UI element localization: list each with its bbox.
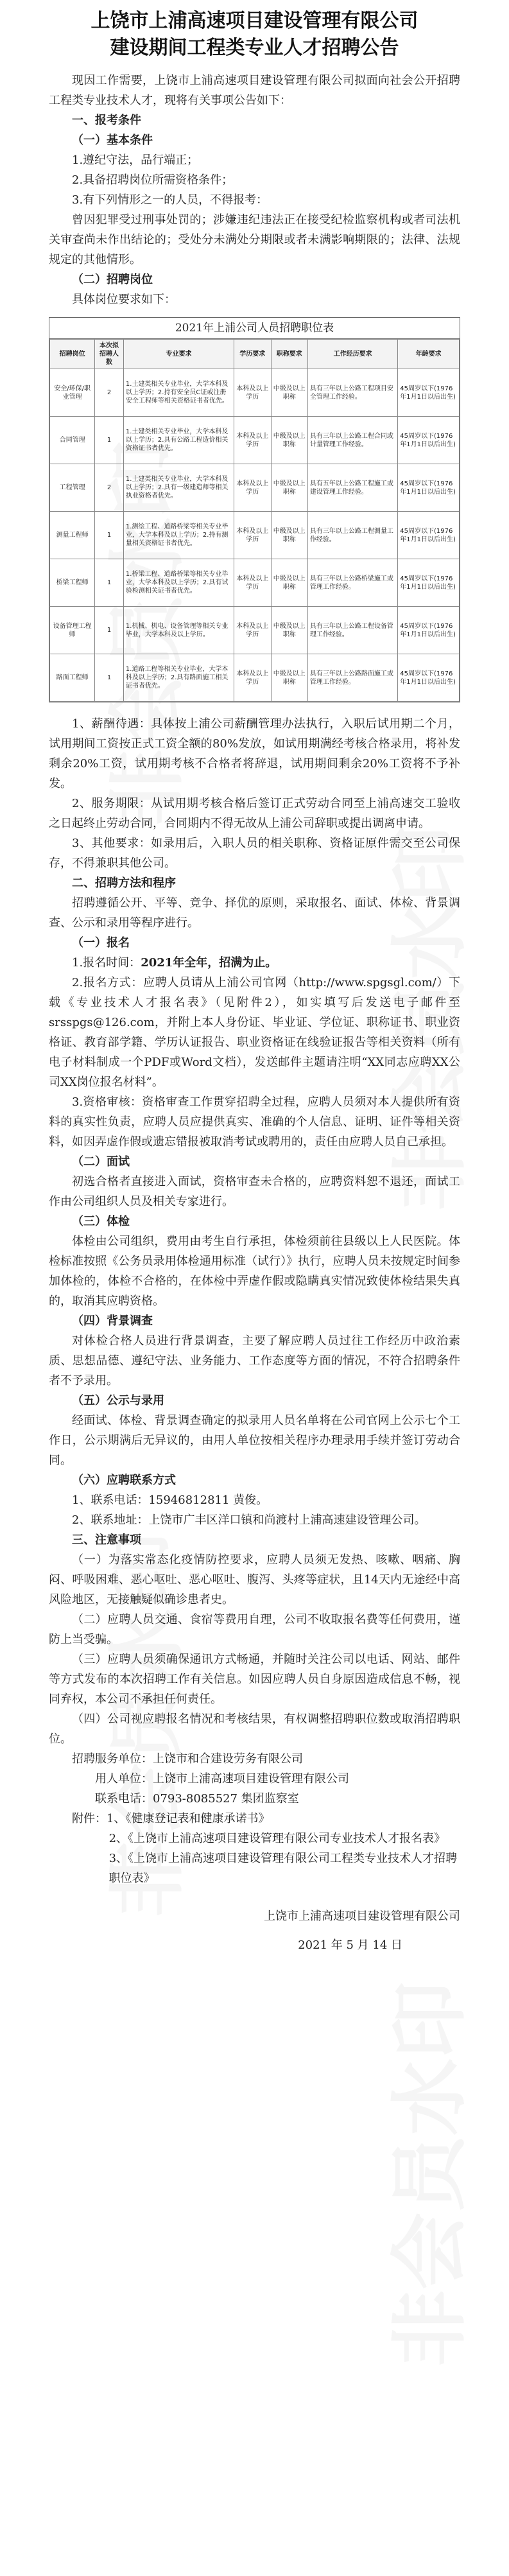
table-row (50, 607, 460, 654)
table-header-row (50, 340, 460, 369)
table-cell: 中级及以上职称 (271, 369, 307, 417)
table-cell: 本科及以上学历 (234, 512, 271, 559)
table-cell: 2 (95, 464, 124, 512)
table-cell: 1.机械、机电、设备管理等相关专业毕业，大学本科及以上学历。 (123, 607, 234, 654)
signature-company: 上饶市上浦高速项目建设管理有限公司 (264, 1910, 460, 1923)
table-cell: 具有三年以上公路工程项目安全管理工作经验。 (307, 369, 397, 417)
table-cell: 1 (95, 559, 124, 607)
table-cell: 工程管理 (50, 464, 95, 512)
table-cell: 测量工程师 (50, 512, 95, 559)
exclusion-paragraph: 曾因犯罪受过刑事处罚的；涉嫌违纪违法正在接受纪检监察机构或者司法机关审查尚未作出结论的；受处分未满处分期限或者未满影响期限的；法律、法规规定的其他情形。 (49, 213, 460, 266)
section-1-heading: 一、报考条件 (72, 114, 141, 127)
table-cell: 1.土建类相关专业毕业，大学本科及以上学历；2.持有安全员C证或注册安全工程师等相关资格证书者优先。 (123, 369, 234, 417)
title-line-2: 建设期间工程类专业人才招聘公告 (110, 37, 399, 59)
service-period-paragraph: 2、服务期限：从试用期考核合格后签订正式劳动合同至上浦高速交工验收之日起终止劳动合同，合同期内不得无故从上浦公司辞职或提出调离申请。 (49, 797, 460, 830)
table-cell: 2 (95, 369, 124, 417)
document-title (0, 8, 509, 62)
header-cell: 年龄要求 (398, 340, 460, 369)
notice-item: （二）应聘人员交通、食宿等费用自理，公司不收取报名费等任何费用，谨防上当受骗。 (49, 1613, 460, 1646)
table-cell: 具有三年以上公路工程合同或计量管理工作经验。 (307, 417, 397, 464)
positions-intro: 具体岗位要求如下： (72, 293, 176, 306)
table-cell: 本科及以上学历 (234, 559, 271, 607)
table-cell: 45周岁以下(1976年1月1日以后出生) (398, 559, 460, 607)
table-cell: 45周岁以下(1976年1月1日以后出生) (398, 369, 460, 417)
section-2f-heading: （六）应聘联系方式 (72, 1474, 176, 1487)
condition-item: 1.遵纪守法，品行端正； (72, 153, 199, 167)
notice-item: （四）公司视应聘报名情况和考核结果，有权调整招聘职位数或取消招聘职位。 (49, 1712, 460, 1746)
table-cell: 45周岁以下(1976年1月1日以后出生) (398, 464, 460, 512)
header-cell: 专业要求 (123, 340, 234, 369)
table-cell: 中级及以上职称 (271, 512, 307, 559)
table-cell: 本科及以上学历 (234, 607, 271, 654)
table-cell: 45周岁以下(1976年1月1日以后出生) (398, 654, 460, 702)
table-cell: 具有五年以上公路工程施工或建设管理工作经验。 (307, 464, 397, 512)
table-cell: 1 (95, 654, 124, 702)
table-cell: 1.道路工程等相关专业毕业，大学本科及以上学历；2.具有路面施工相关证书者优先。 (123, 654, 234, 702)
document-body (49, 71, 460, 1955)
table-cell: 1 (95, 417, 124, 464)
contact-line: 联系电话：0793-8085527 集团监察室 (95, 1792, 299, 1806)
positions-table-container (49, 317, 460, 702)
table-cell: 本科及以上学历 (234, 369, 271, 417)
table-row (50, 417, 460, 464)
table-cell: 合同管理 (50, 417, 95, 464)
intro-paragraph: 现因工作需要，上饶市上浦高速项目建设管理有限公司拟面向社会公开招聘工程类专业技术人才，现将有关事项公告如下： (49, 74, 460, 107)
section-1b-heading: （二）招聘岗位 (72, 273, 153, 286)
attachment-item: 2、《上饶市上浦高速项目建设管理有限公司专业技术人才报名表》 (108, 1832, 446, 1845)
other-requirements-paragraph: 3、其他要求：如录用后，入职人员的相关职称、资格证原件需交至公司保存，不得兼职其他公司。 (49, 837, 460, 870)
agency-line: 招聘服务单位：上饶市和合建设劳务有限公司 (72, 1752, 303, 1766)
section-2e-heading: （五）公示与录用 (72, 1394, 164, 1407)
table-cell: 设备管理工程师 (50, 607, 95, 654)
qualification-review: 3.资格审核：资格审查工作贯穿招聘全过程，应聘人员须对本人提供所有资料的真实性负责，应聘人员应提供真实、准确的个人信息、证明、证件等相关资料，如因弄虚作假或遗忘错报被取消考试或聘用的，责任由应聘人员自己承担。 (49, 1095, 460, 1149)
publicity-paragraph: 经面试、体检、背景调查确定的拟录用人员名单将在公司官网上公示七个工作日，公示期满后无异议的，由用人单位按相关程序办理录用手续并签订劳动合同。 (49, 1414, 460, 1467)
table-cell: 中级及以上职称 (271, 464, 307, 512)
table-cell: 45周岁以下(1976年1月1日以后出生) (398, 512, 460, 559)
table-cell: 安全/环保/职业管理 (50, 369, 95, 417)
employer-line: 用人单位：上饶市上浦高速项目建设管理有限公司 (95, 1772, 349, 1786)
section-2b-heading: （二）面试 (72, 1155, 130, 1169)
table-row (50, 512, 460, 559)
section-1a-heading: （一）基本条件 (72, 134, 153, 147)
header-cell: 学历要求 (234, 340, 271, 369)
table-cell: 45周岁以下(1976年1月1日以后出生) (398, 607, 460, 654)
table-cell: 1.测绘工程、道路桥梁等相关专业毕业，大学本科及以上学历；2.持有测量相关资格证书者优先。 (123, 512, 234, 559)
table-cell: 中级及以上职称 (271, 559, 307, 607)
table-cell: 中级及以上职称 (271, 654, 307, 702)
attachment-item (72, 1809, 460, 1829)
attachments (49, 1809, 460, 1888)
table-cell: 1.桥梁工程、道路桥梁等相关专业毕业，大学本科及以上学历；2.具有试验检测相关证书者优先。 (123, 559, 234, 607)
table-cell: 路面工程师 (50, 654, 95, 702)
condition-item: 2.具备招聘岗位所需资格条件； (72, 173, 234, 187)
table-cell: 本科及以上学历 (234, 654, 271, 702)
attachment-item: 3、《上饶市上浦高速项目建设管理有限公司工程类专业技术人才招聘职位表》 (108, 1852, 458, 1885)
watermark (368, 1981, 479, 2367)
attachment-text: 1、《健康登记表和健康承诺书》 (107, 1812, 270, 1825)
table-cell: 1.土建类相关专业毕业，大学本科及以上学历；2.具有公路工程造价相关资格证书者优先。 (123, 417, 234, 464)
interview-paragraph: 初选合格者直接进入面试，资格审查未合格的，应聘资料恕不退还，面试工作由公司组织人员及相关专家进行。 (49, 1175, 460, 1208)
table-row (50, 464, 460, 512)
section-2-heading: 二、招聘方法和程序 (72, 876, 176, 890)
table-row (50, 369, 460, 417)
table-cell: 1.土建类相关专业毕业，大学本科及以上学历；2.具有一级建造师等相关执业资格者优先。 (123, 464, 234, 512)
table-cell: 本科及以上学历 (234, 417, 271, 464)
contact-phone: 1、联系电话：15946812811 黄俊。 (72, 1493, 268, 1507)
table-cell: 桥梁工程师 (50, 559, 95, 607)
section-2c-heading: （三）体检 (72, 1215, 130, 1228)
header-cell: 本次拟招聘人数 (95, 340, 124, 369)
table-cell: 具有三年以上公路桥梁施工或管理工作经验。 (307, 559, 397, 607)
table-cell: 中级及以上职称 (271, 417, 307, 464)
table-cell: 1 (95, 512, 124, 559)
condition-item: 3.有下列情形之一的人员，不得报考： (72, 193, 268, 207)
table-cell: 1 (95, 607, 124, 654)
section-2d-heading: （四）背景调查 (72, 1314, 153, 1328)
table-row (50, 559, 460, 607)
signature-date: 2021 年 5 月 14 日 (298, 1938, 402, 1952)
registration-time-value: 2021年全年，招满为止。 (141, 956, 277, 970)
positions-table (49, 339, 460, 702)
table-cell: 本科及以上学历 (234, 464, 271, 512)
registration-time-label: 1.报名时间： (72, 956, 141, 970)
notice-item: （一）为落实常态化疫情防控要求，应聘人员须无发热、咳嗽、咽痛、胸闷、呼吸困难、恶心呕吐、恶心呕吐、腹泻、头疼等症状，且14天内无途经中高风险地区，无接触疑似确诊患者史。 (49, 1553, 460, 1606)
header-cell: 招聘岗位 (50, 340, 95, 369)
table-cell: 中级及以上职称 (271, 607, 307, 654)
contact-address: 2、联系地址：上饶市广丰区洋口镇和尚渡村上浦高速建设管理公司。 (72, 1513, 426, 1527)
title-line-1: 上饶市上浦高速项目建设管理有限公司 (91, 10, 418, 32)
header-cell: 职称要求 (271, 340, 307, 369)
table-title: 2021年上浦公司人员招聘职位表 (49, 318, 460, 339)
table-cell: 具有三年以上公路工程设备管理工作经验。 (307, 607, 397, 654)
salary-paragraph: 1、薪酬待遇：具体按上浦公司薪酬管理办法执行，入职后试用期二个月，试用期间工资按正式工资全额的80%发放，如试用期满经考核合格录用，将补发剩余20%工资，试用期考核不合格者将辞退，试用期间剩余20%工资将不予补发。 (49, 717, 460, 790)
attachments-label: 附件： (72, 1812, 107, 1825)
section-2a-heading: （一）报名 (72, 936, 130, 950)
section-2-intro: 招聘遵循公开、平等、竞争、择优的原则，采取报名、面试、体检、背景调查、公示和录用等程序进行。 (49, 896, 460, 930)
background-check-paragraph: 对体检合格人员进行背景调查，主要了解应聘人员过往工作经历中政治素质、思想品德、遵纪守法、业务能力、工作态度等方面的情况，不符合招聘条件者不予录用。 (49, 1334, 460, 1388)
table-cell: 45周岁以下(1976年1月1日以后出生) (398, 417, 460, 464)
registration-method: 2.报名方式：应聘人员请从上浦公司官网（http://www.spgsgl.com/）下载《专业技术人才报名表》（见附件2），如实填写后发送电子邮件至srsspgs@126.com，并附上本人身份证、毕业证、学位证、职称证书、职业资格证、教育部学籍、学历认证报告、职业资格证在线验证报告等相关资料（所有电子材料制成一个PDF或Word文档），发送邮件主题请注明“XX同志应聘XX公司XX岗位报名材料”。 (49, 976, 460, 1089)
table-cell: 具有三年以上公路工程测量工作经验。 (307, 512, 397, 559)
registration-time (49, 953, 460, 973)
header-cell: 工作经历要求 (307, 340, 397, 369)
table-cell: 具有三年以上公路路面施工或管理工作经验。 (307, 654, 397, 702)
medical-exam-paragraph: 体检由公司组织，费用由考生自行承担，体检须前往县级以上人民医院。体检标准按照《公务员录用体检通用标准（试行）》执行，应聘人员未按规定时间参加体检的，体检不合格的，在体检中弄虚作假或隐瞒真实情况致使体检结果失真的，取消其应聘资格。 (49, 1235, 460, 1308)
notice-item: （三）应聘人员须确保通讯方式畅通，并随时关注公司以电话、网站、邮件等方式发布的本次招聘工作有关信息。如因应聘人员自身原因造成信息不畅，视同弃权，本公司不承担任何责任。 (49, 1653, 460, 1706)
section-3-heading: 三、注意事项 (72, 1533, 141, 1547)
table-row (50, 654, 460, 702)
